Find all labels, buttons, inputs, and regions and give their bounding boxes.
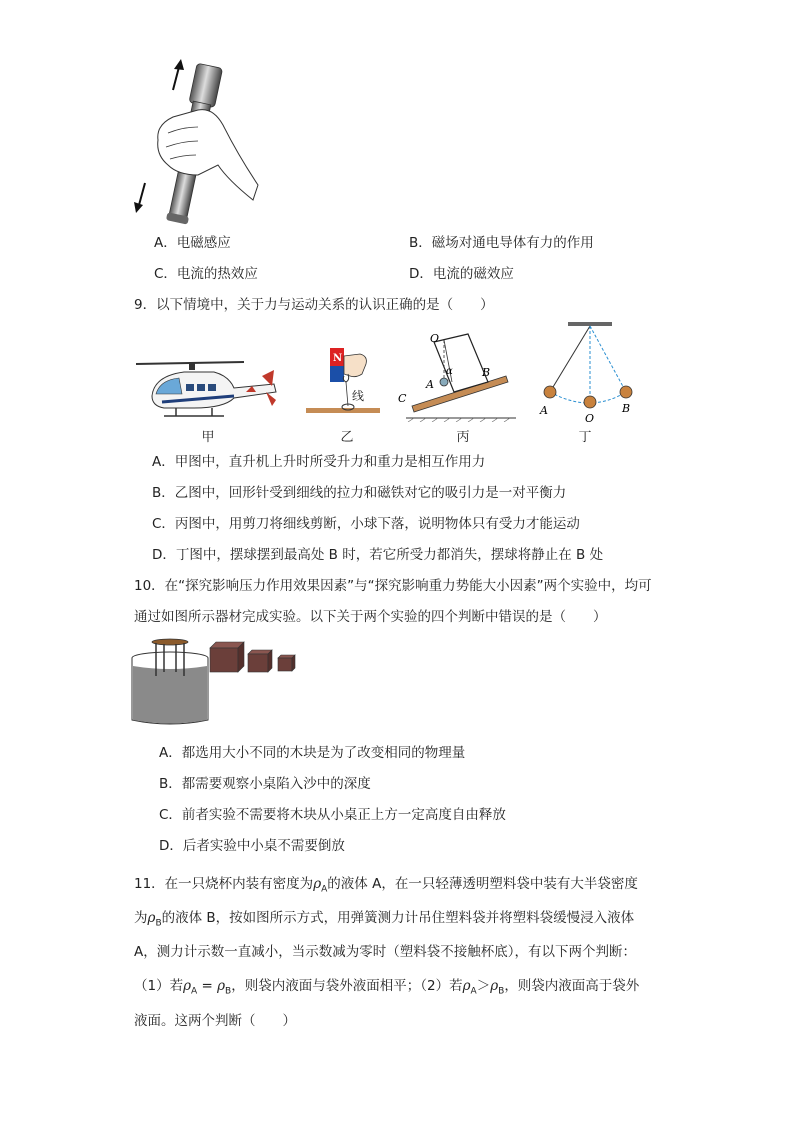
pendulum-label-a: A — [540, 404, 548, 417]
q9-label-jia: 甲 — [201, 430, 215, 445]
q9-pendulum-figure — [534, 318, 640, 424]
q9-label-ding: 丁 — [578, 430, 592, 445]
q8-hand-rod-figure — [128, 55, 263, 230]
q9-option-d[interactable]: D．丁图中，摆球摆到最高处 B 时，若它所受力都消失，摆球将静止在 B 处 — [152, 547, 604, 563]
q11-line5: 液面。这两个判断（ ） — [134, 1013, 296, 1029]
q10-sand-table-figure — [130, 636, 310, 728]
q11-line1: 11．在一只烧杯内装有密度为$\rho_A$的液体 A，在一只轻薄透明塑料袋中装有大半袋密度 — [134, 876, 638, 895]
q9-label-bing: 丙 — [456, 430, 470, 445]
label-b: B — [482, 366, 491, 379]
q11-line3: A，测力计示数一直减小，当示数减为零时（塑料袋不接触杯底），有以下两个判断： — [134, 944, 636, 960]
q9-stem: 9．以下情境中，关于力与运动关系的认识正确的是（ ） — [134, 297, 494, 313]
thread-label: 线 — [352, 389, 365, 403]
q10-option-b[interactable]: B．都需要观察小桌陷入沙中的深度 — [159, 776, 371, 792]
q10-option-a[interactable]: A．都选用大小不同的木块是为了改变相同的物理量 — [159, 745, 466, 761]
q8-option-c[interactable]: C．电流的热效应 — [154, 266, 258, 282]
q8-option-d[interactable]: D．电流的磁效应 — [409, 266, 514, 282]
label-alpha: α — [446, 366, 453, 377]
q10-stem-line1: 10．在“探究影响压力作用效果因素”与“探究影响重力势能大小因素”两个实验中，均可 — [134, 578, 652, 594]
q8-option-a[interactable]: A．电磁感应 — [154, 235, 231, 251]
q9-magnet-figure — [304, 344, 382, 422]
magnet-n-label: N — [333, 353, 343, 364]
q9-option-c[interactable]: C．丙图中，用剪刀将细线剪断，小球下落，说明物体只有受力才能运动 — [152, 516, 580, 532]
label-o: O — [430, 332, 440, 345]
pendulum-label-b: B — [622, 402, 631, 415]
up-arrow-icon — [173, 59, 184, 90]
q11-line2: 为$\rho_B$的液体 B，按如图所示方式，用弹簧测力计吊住塑料袋并将塑料袋缓慢浸入液体 — [134, 910, 635, 929]
label-c: C — [398, 392, 407, 405]
label-a: A — [426, 378, 434, 391]
q10-option-c[interactable]: C．前者实验不需要将木块从小桌正上方一定高度自由释放 — [159, 807, 506, 823]
down-arrow-icon — [134, 183, 145, 213]
q11-line4: （1）若$\rho_A = \rho_B$，则袋内液面与袋外液面相平；（2）若$\rho_A>\rho_B$，则袋内液面高于袋外 — [134, 978, 640, 997]
q9-incline-figure — [394, 330, 520, 422]
q9-label-yi: 乙 — [340, 430, 354, 445]
q9-option-a[interactable]: A．甲图中，直升机上升时所受升力和重力是相互作用力 — [152, 454, 486, 470]
pendulum-label-o: O — [585, 412, 595, 424]
q8-option-b[interactable]: B．磁场对通电导体有力的作用 — [409, 235, 594, 251]
q9-option-b[interactable]: B．乙图中，回形针受到细线的拉力和磁铁对它的吸引力是一对平衡力 — [152, 485, 567, 501]
q10-option-d[interactable]: D．后者实验中小桌不需要倒放 — [159, 838, 345, 854]
q9-helicopter-figure — [134, 356, 282, 422]
q10-stem-line2: 通过如图所示器材完成实验。以下关于两个实验的四个判断中错误的是（ ） — [134, 609, 607, 625]
